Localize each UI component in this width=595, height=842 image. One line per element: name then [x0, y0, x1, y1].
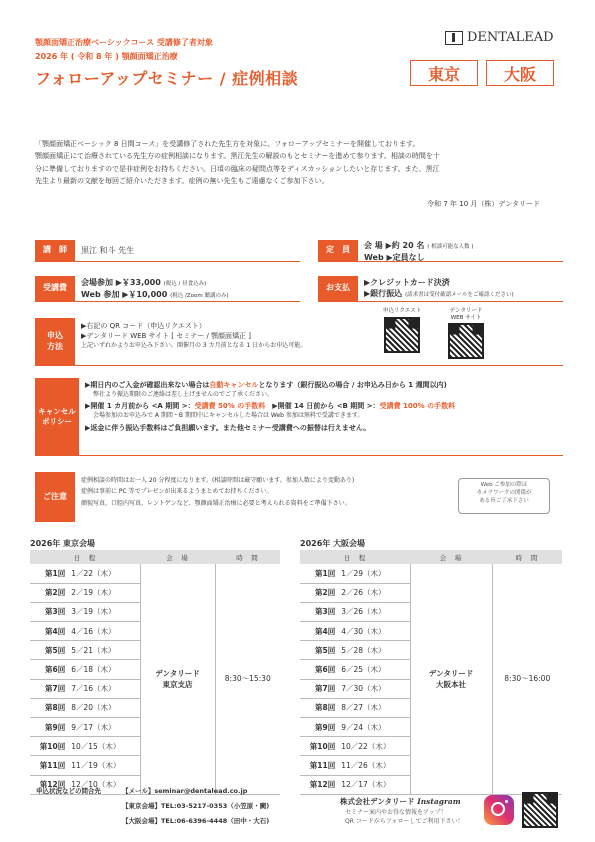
qr-code-icon[interactable] [448, 323, 484, 359]
brand-name: DENTALEAD [467, 30, 554, 45]
session-number: 第7回 [30, 679, 67, 698]
capacity-values [358, 240, 480, 261]
col-header-date: 日 程 [300, 550, 410, 564]
venue-name: デンタリード 大阪本社 [410, 564, 492, 794]
session-date: 1／22（木） [67, 564, 140, 583]
session-time: 8:30〜15:30 [215, 564, 280, 794]
contact-tokyo: 【東京会場】TEL:03-5217-0353（小笠原・闕) [122, 802, 270, 810]
session-date: 6／18（木） [67, 660, 140, 679]
auto-cancel-highlight: 自動キャンセル [209, 381, 259, 389]
cancel-line-auto [85, 381, 455, 391]
payment-bank-note: (請求書は受付確認メールをご確認ください) [404, 292, 514, 299]
fee-label: 受講費 [35, 276, 75, 301]
session-number: 第6回 [30, 660, 67, 679]
intro-line: 分に準備しておりますので是非症例をお持ちください。日頃の臨床の疑問点等をディスカッションしたいと存じます。また、黒江 [35, 164, 440, 173]
instagram-line1: セミナー案内やお得な情報をアップ！ [345, 809, 447, 816]
capacity-row [318, 240, 563, 262]
notes-line: 症例相談の時間はお一人 20 分程度になります。(相談時間は厳守願います。参加人数により変動あり) [81, 477, 355, 484]
session-date: 9／24（木） [337, 718, 410, 737]
session-date: 11／19（木） [67, 756, 140, 775]
fee-row [35, 276, 300, 302]
company-name: 株式会社デンタリード [340, 797, 415, 806]
col-header-time: 時 間 [492, 550, 562, 564]
apply-line-qr: ▶右記の QR コード（申込リクエスト） [81, 322, 206, 330]
session-date: 4／16（木） [67, 622, 140, 641]
fee-venue: 会場参加 ▶￥33,000 [81, 278, 161, 287]
payment-values [358, 276, 520, 301]
session-number: 第11回 [30, 756, 67, 775]
session-number: 第9回 [30, 718, 67, 737]
session-number: 第1回 [30, 564, 67, 583]
session-date: 3／19（木） [67, 602, 140, 621]
cancel-row [35, 378, 563, 456]
contact-label: 申込状況などの問合先 [36, 787, 101, 795]
session-date: 9／17（木） [67, 718, 140, 737]
notes-text [75, 472, 360, 522]
capacity-label: 定 員 [318, 240, 358, 261]
fee-web-note: (税込 /Zoom 聴講のみ) [170, 292, 229, 299]
payment-card: ▶クレジットカード決済 [364, 278, 450, 287]
session-date: 1／29（木） [337, 564, 410, 583]
tokyo-schedule-title: 2026年 東京会場 [30, 539, 96, 548]
capacity-venue-note: ( 相談可能な人数 ) [427, 244, 474, 250]
city-badge-osaka: 大阪 [486, 60, 554, 86]
session-date: 8／20（木） [67, 698, 140, 717]
intro-line: 先生より最新の文献を毎回ご紹介いただきます。症例の無い先生もご遠慮なくご参加下さい。 [35, 176, 329, 185]
apply-line-note: 上記いずれかよりお申込み下さい。開催月の 3 カ月前となる 1 日からお申込可能。 [81, 341, 307, 349]
session-number: 第4回 [30, 622, 67, 641]
lecturer-row [35, 240, 300, 262]
fee-period-b: ▶開催 14 日前から <B 期間 >： [272, 402, 380, 411]
osaka-schedule-table [300, 550, 562, 795]
header-subtitle-course: 顎顔面矯正治療ベーシックコース 受講修了者対象 [35, 38, 213, 47]
notes-line: 顔貌写真、口腔内写真、レントゲンなど、顎顔面矯正治療に必要と考えられる資料をご準備下さい。 [81, 499, 351, 507]
session-number: 第3回 [30, 602, 67, 621]
header-subtitle-year: 2026 年 ( 令和 8 年 ) 顎顔面矯正治療 [35, 52, 178, 61]
session-date: 2／19（木） [67, 583, 140, 602]
fee-period-b-highlight: 受講費 100% の手数料 [379, 402, 456, 411]
cancel-line-web: 会場参加のお申込みで A 期間・B 期間中にキャンセルした場合は Web 参加は無料で受講できます。 [93, 411, 364, 419]
session-number: 第10回 [300, 737, 337, 756]
instagram-line2: QR コードからフォローしてご利用下さい！ [345, 818, 464, 825]
qr-request[interactable] [383, 308, 421, 353]
instagram-label: Instagram [417, 797, 461, 806]
contact-email-text[interactable]: 【メール】seminar@dentalead.co.jp [122, 787, 248, 795]
session-date: 10／22（木） [337, 737, 410, 756]
qr-request-label: 申込リクエスト [383, 308, 422, 314]
apply-label: 申込 方法 [35, 318, 75, 365]
session-date: 11／26（木） [337, 756, 410, 775]
cancel-label: キャンセル ポリシー [35, 378, 79, 455]
session-number: 第4回 [300, 622, 337, 641]
session-number: 第3回 [300, 602, 337, 621]
schedule-row [30, 564, 280, 583]
session-date: 12／17（木） [337, 775, 410, 794]
fee-period-a-highlight: 受講費 50% の手数料 [194, 402, 266, 411]
payment-bank: ▶銀行振込 [364, 289, 403, 299]
city-badge-tokyo: 東京 [410, 60, 478, 86]
lecturer-name: 黒江 和斗 先生 [81, 246, 135, 255]
fee-period-a: ▶開催 1 カ月前から <A 期間 >： [85, 402, 195, 411]
fee-venue-note: (税込 / 昼食込み) [163, 281, 207, 287]
session-date: 5／28（木） [337, 641, 410, 660]
col-header-date: 日 程 [30, 550, 140, 564]
session-date: 12／10（木） [67, 775, 140, 794]
session-number: 第5回 [300, 641, 337, 660]
brand-logo [445, 30, 554, 45]
contact-email[interactable] [122, 786, 247, 796]
instagram-icon[interactable] [484, 795, 514, 825]
tokyo-schedule-table [30, 550, 280, 795]
dentalead-logo-icon [445, 31, 463, 45]
qr-website[interactable] [448, 308, 484, 359]
cancel-text-part: となります（銀行振込の場合 / お申込み日から 1 週間以内) [258, 381, 447, 389]
session-date: 4／30（木） [337, 622, 410, 641]
session-time: 8:30〜16:00 [492, 564, 562, 794]
col-header-venue: 会 場 [140, 550, 215, 564]
session-number: 第7回 [300, 679, 337, 698]
intro-line: 顎顔面矯正にて治療されている先生方の症例相談になります。黒江先生の解説のもとセミナーを進めて参ります。相談の時間を十 [35, 152, 440, 161]
cancel-line-notice: 弊社より振込期限のご連絡は差し上げませんのでご了承ください。 [93, 390, 274, 398]
capacity-web: Web ▶定員なし [364, 252, 425, 262]
session-number: 第6回 [300, 660, 337, 679]
fee-web: Web 参加 ▶￥10,000 [81, 289, 168, 299]
session-number: 第8回 [30, 698, 67, 717]
cancel-line-fees [85, 402, 455, 412]
contact-osaka: 【大阪会場】TEL:06-6396-4448（田中・大石) [122, 817, 270, 825]
session-number: 第1回 [300, 564, 337, 583]
session-number: 第12回 [300, 775, 337, 794]
session-date: 5／21（木） [67, 641, 140, 660]
session-number: 第8回 [300, 698, 337, 717]
apply-line-web: ▶デンタリード WEB サイト [ セミナー / 顎顔面矯正 ] [81, 331, 252, 340]
capacity-venue: 会 場 ▶約 20 名 [364, 241, 425, 250]
qr-website-label: デンタリード WEB サイト [449, 308, 483, 321]
col-header-time: 時 間 [215, 550, 280, 564]
session-date: 7／16（木） [67, 679, 140, 698]
company-instagram [340, 796, 461, 808]
fee-values [75, 276, 235, 301]
session-number: 第5回 [30, 641, 67, 660]
cancel-text-part: ▶期日内のご入金が確認出来ない場合は [85, 381, 210, 389]
osaka-schedule-title: 2026年 大阪会場 [300, 539, 366, 548]
session-date: 6／25（木） [337, 660, 410, 679]
notes-line: 症例は事前に PC 等でプレゼンが出来るようまとめてお持ちください。 [81, 488, 273, 496]
session-number: 第11回 [300, 756, 337, 775]
qr-code-icon[interactable] [384, 317, 420, 353]
page-title: フォローアップセミナー / 症例相談 [35, 69, 299, 88]
apply-text [75, 318, 312, 365]
web-camera-notice: Web ご参加の際は カメラワークの関係が ある旨ご了承下さい [458, 478, 550, 514]
session-number: 第9回 [300, 718, 337, 737]
session-date: 8／27（木） [337, 698, 410, 717]
col-header-venue: 会 場 [410, 550, 492, 564]
notes-label: ご注意 [35, 472, 75, 522]
session-date: 7／30（木） [337, 679, 410, 698]
cancel-line-refund: ▶返金に伴う振込手数料はご負担願います。また他セミナー受講費への振替は行えません。 [85, 424, 371, 433]
instagram-qr-code-icon[interactable] [522, 792, 558, 828]
session-number: 第2回 [30, 583, 67, 602]
venue-name: デンタリード 東京支店 [140, 564, 215, 794]
session-number: 第10回 [30, 737, 67, 756]
intro-text [35, 138, 565, 187]
session-date: 3／26（木） [337, 602, 410, 621]
schedule-row [300, 564, 562, 583]
session-number: 第12回 [30, 775, 67, 794]
session-date: 10／15（木） [67, 737, 140, 756]
payment-label: お支払 [318, 276, 358, 301]
session-date: 2／26（木） [337, 583, 410, 602]
intro-line: 「顎顔面矯正ベーシック 8 日間コース」を受講修了された先生方を対象に、フォローアップセミナーを開催しております。 [35, 140, 420, 148]
signature: 令和 7 年 10 月（株）デンタリード [427, 200, 540, 208]
session-number: 第2回 [300, 583, 337, 602]
cancel-text [79, 378, 461, 455]
lecturer-label: 講 師 [35, 240, 75, 261]
payment-row [318, 276, 563, 302]
